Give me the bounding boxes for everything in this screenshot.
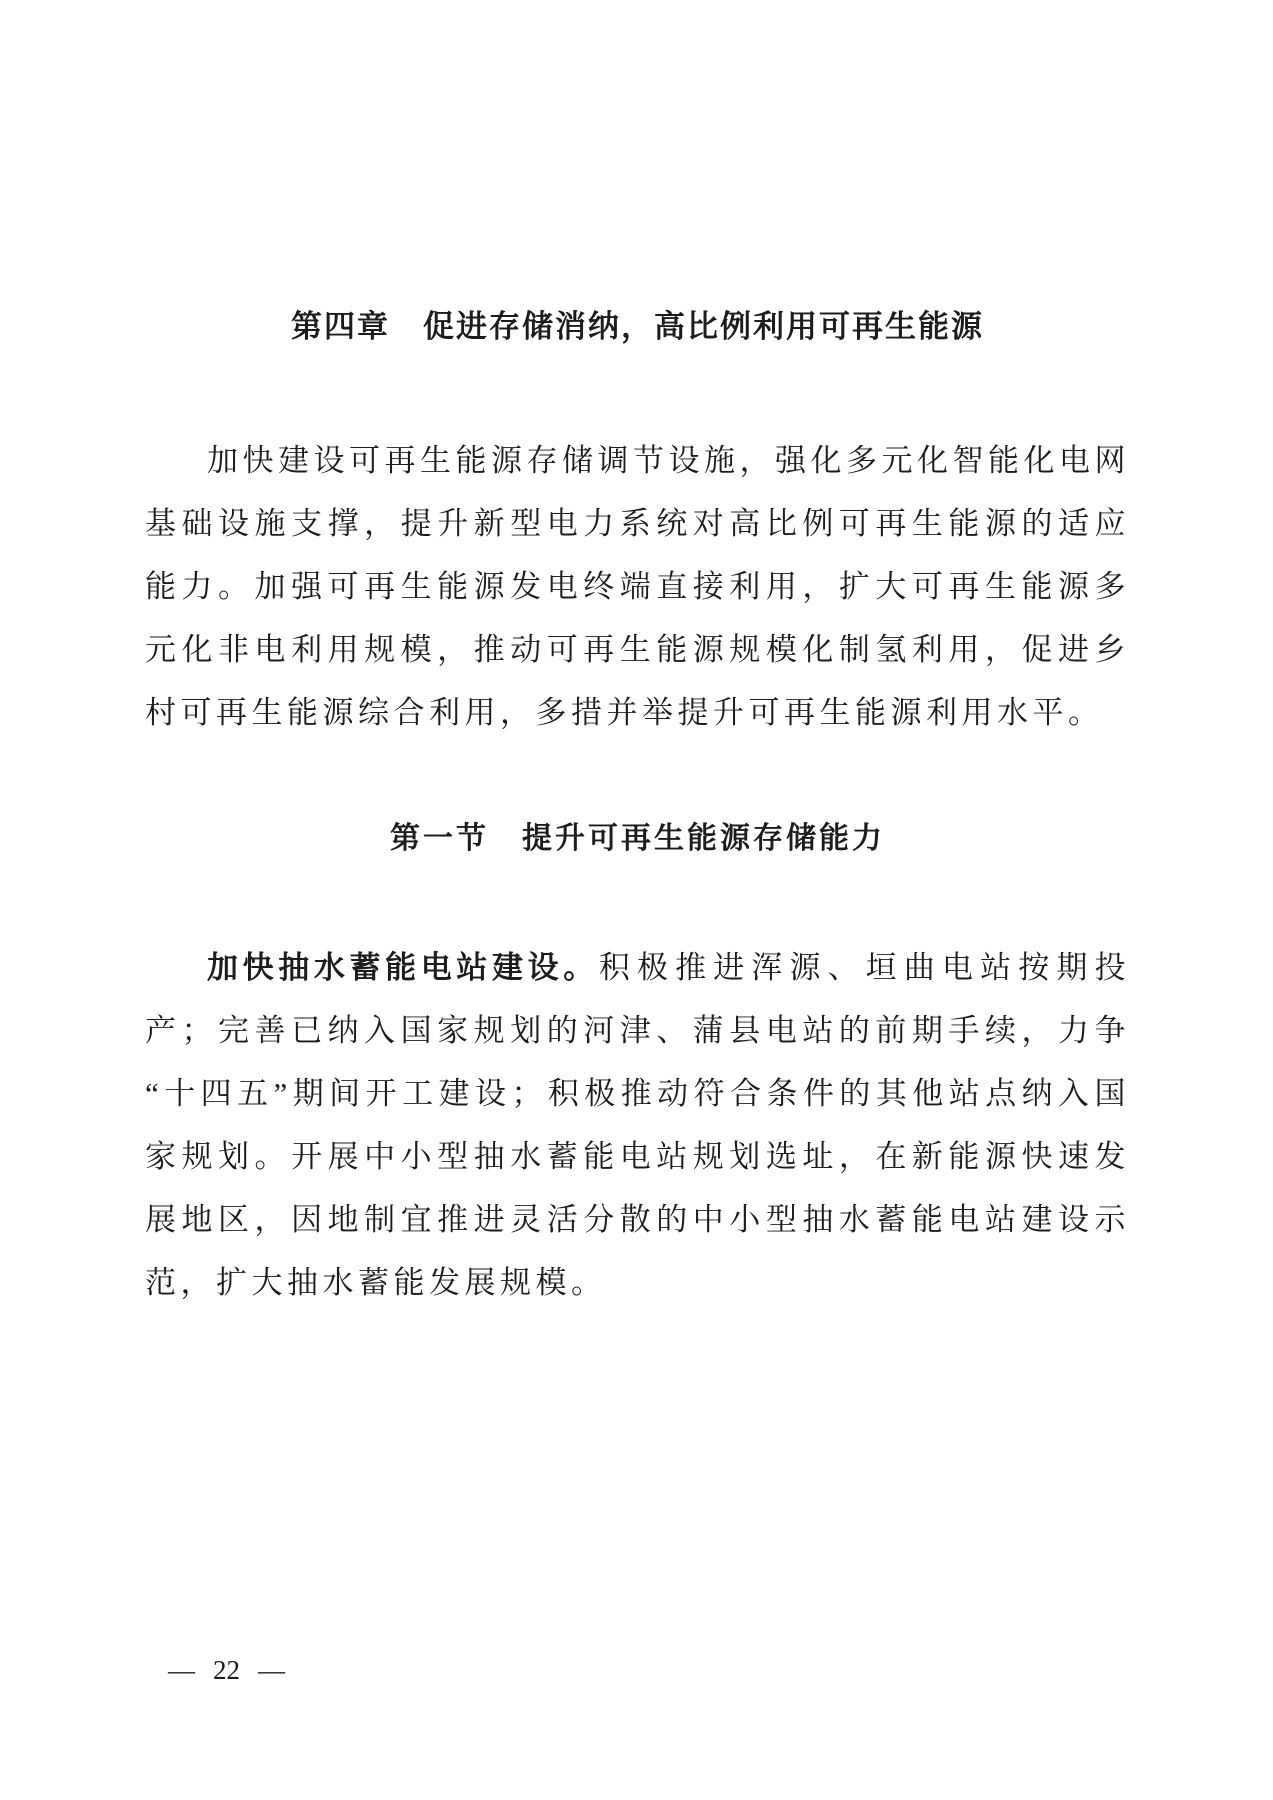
page-footer — [168, 1652, 285, 1688]
intro-paragraph: 加快建设可再生能源存储调节设施，强化多元化智能化电网基础设施支撑，提升新型电力系统对高比例可再生能源的适应能力。加强可再生能源发电终端直接利用，扩大可再生能源多元化非电利用规模，推动可再生能源规模化制氢利用，促进乡村可再生能源综合利用，多措并举提升可再生能源利用水平。 — [145, 443, 1130, 730]
section-paragraph-body: 积极推进浑源、垣曲电站按期投产；完善已纳入国家规划的河津、蒲县电站的前期手续，力争“十四五”期间开工建设；积极推动符合条件的其他站点纳入国家规划。开展中小型抽水蓄能电站规划选址，在新能源快速发展地区，因地制宜推进灵活分散的中小型抽水蓄能电站建设示范，扩大抽水蓄能发展规模。 — [145, 950, 1130, 1300]
chapter-title: 第四章 促进存储消纳，高比例利用可再生能源 — [291, 309, 984, 344]
footer-right-dash: — — [258, 1655, 285, 1685]
footer-left-dash: — — [168, 1655, 195, 1685]
page-number: 22 — [213, 1655, 240, 1685]
section-title: 第一节 提升可再生能源存储能力 — [390, 822, 885, 855]
section-paragraph — [145, 936, 1130, 1314]
section-paragraph-lead: 加快抽水蓄能电站建设。 — [207, 950, 599, 985]
